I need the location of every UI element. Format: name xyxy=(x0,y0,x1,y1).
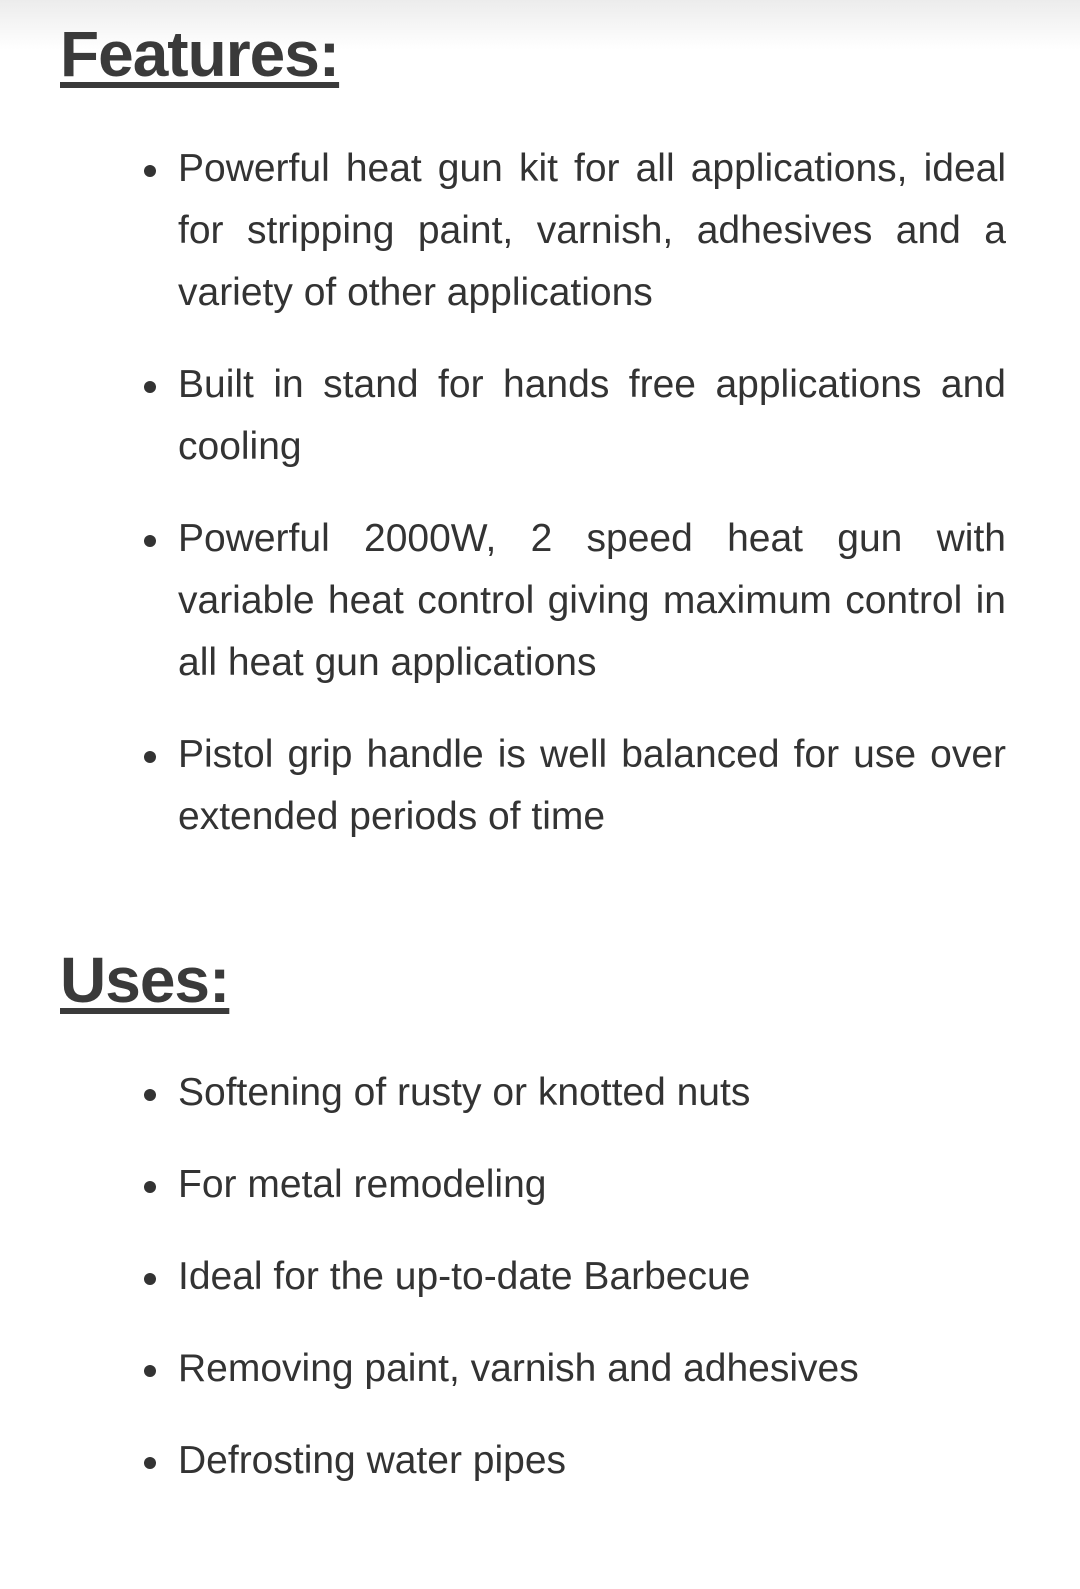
list-item: Pistol grip handle is well balanced for use over extended periods of time xyxy=(178,724,1006,848)
features-heading: Features: xyxy=(60,18,340,90)
list-item: Powerful 2000W, 2 speed heat gun with variable heat control giving maximum control in all heat gun applications xyxy=(178,508,1006,694)
list-item: Ideal for the up-to-date Barbecue xyxy=(178,1246,1006,1308)
uses-list xyxy=(178,1062,1006,1522)
list-item: Removing paint, varnish and adhesives xyxy=(178,1338,1006,1400)
list-item: Powerful heat gun kit for all applications, ideal for stripping paint, varnish, adhesives and a variety of other applications xyxy=(178,138,1006,324)
uses-heading: Uses: xyxy=(60,944,230,1016)
features-list xyxy=(178,138,1006,878)
list-item: For metal remodeling xyxy=(178,1154,1006,1216)
list-item: Softening of rusty or knotted nuts xyxy=(178,1062,1006,1124)
list-item: Built in stand for hands free applications and cooling xyxy=(178,354,1006,478)
list-item: Defrosting water pipes xyxy=(178,1430,1006,1492)
